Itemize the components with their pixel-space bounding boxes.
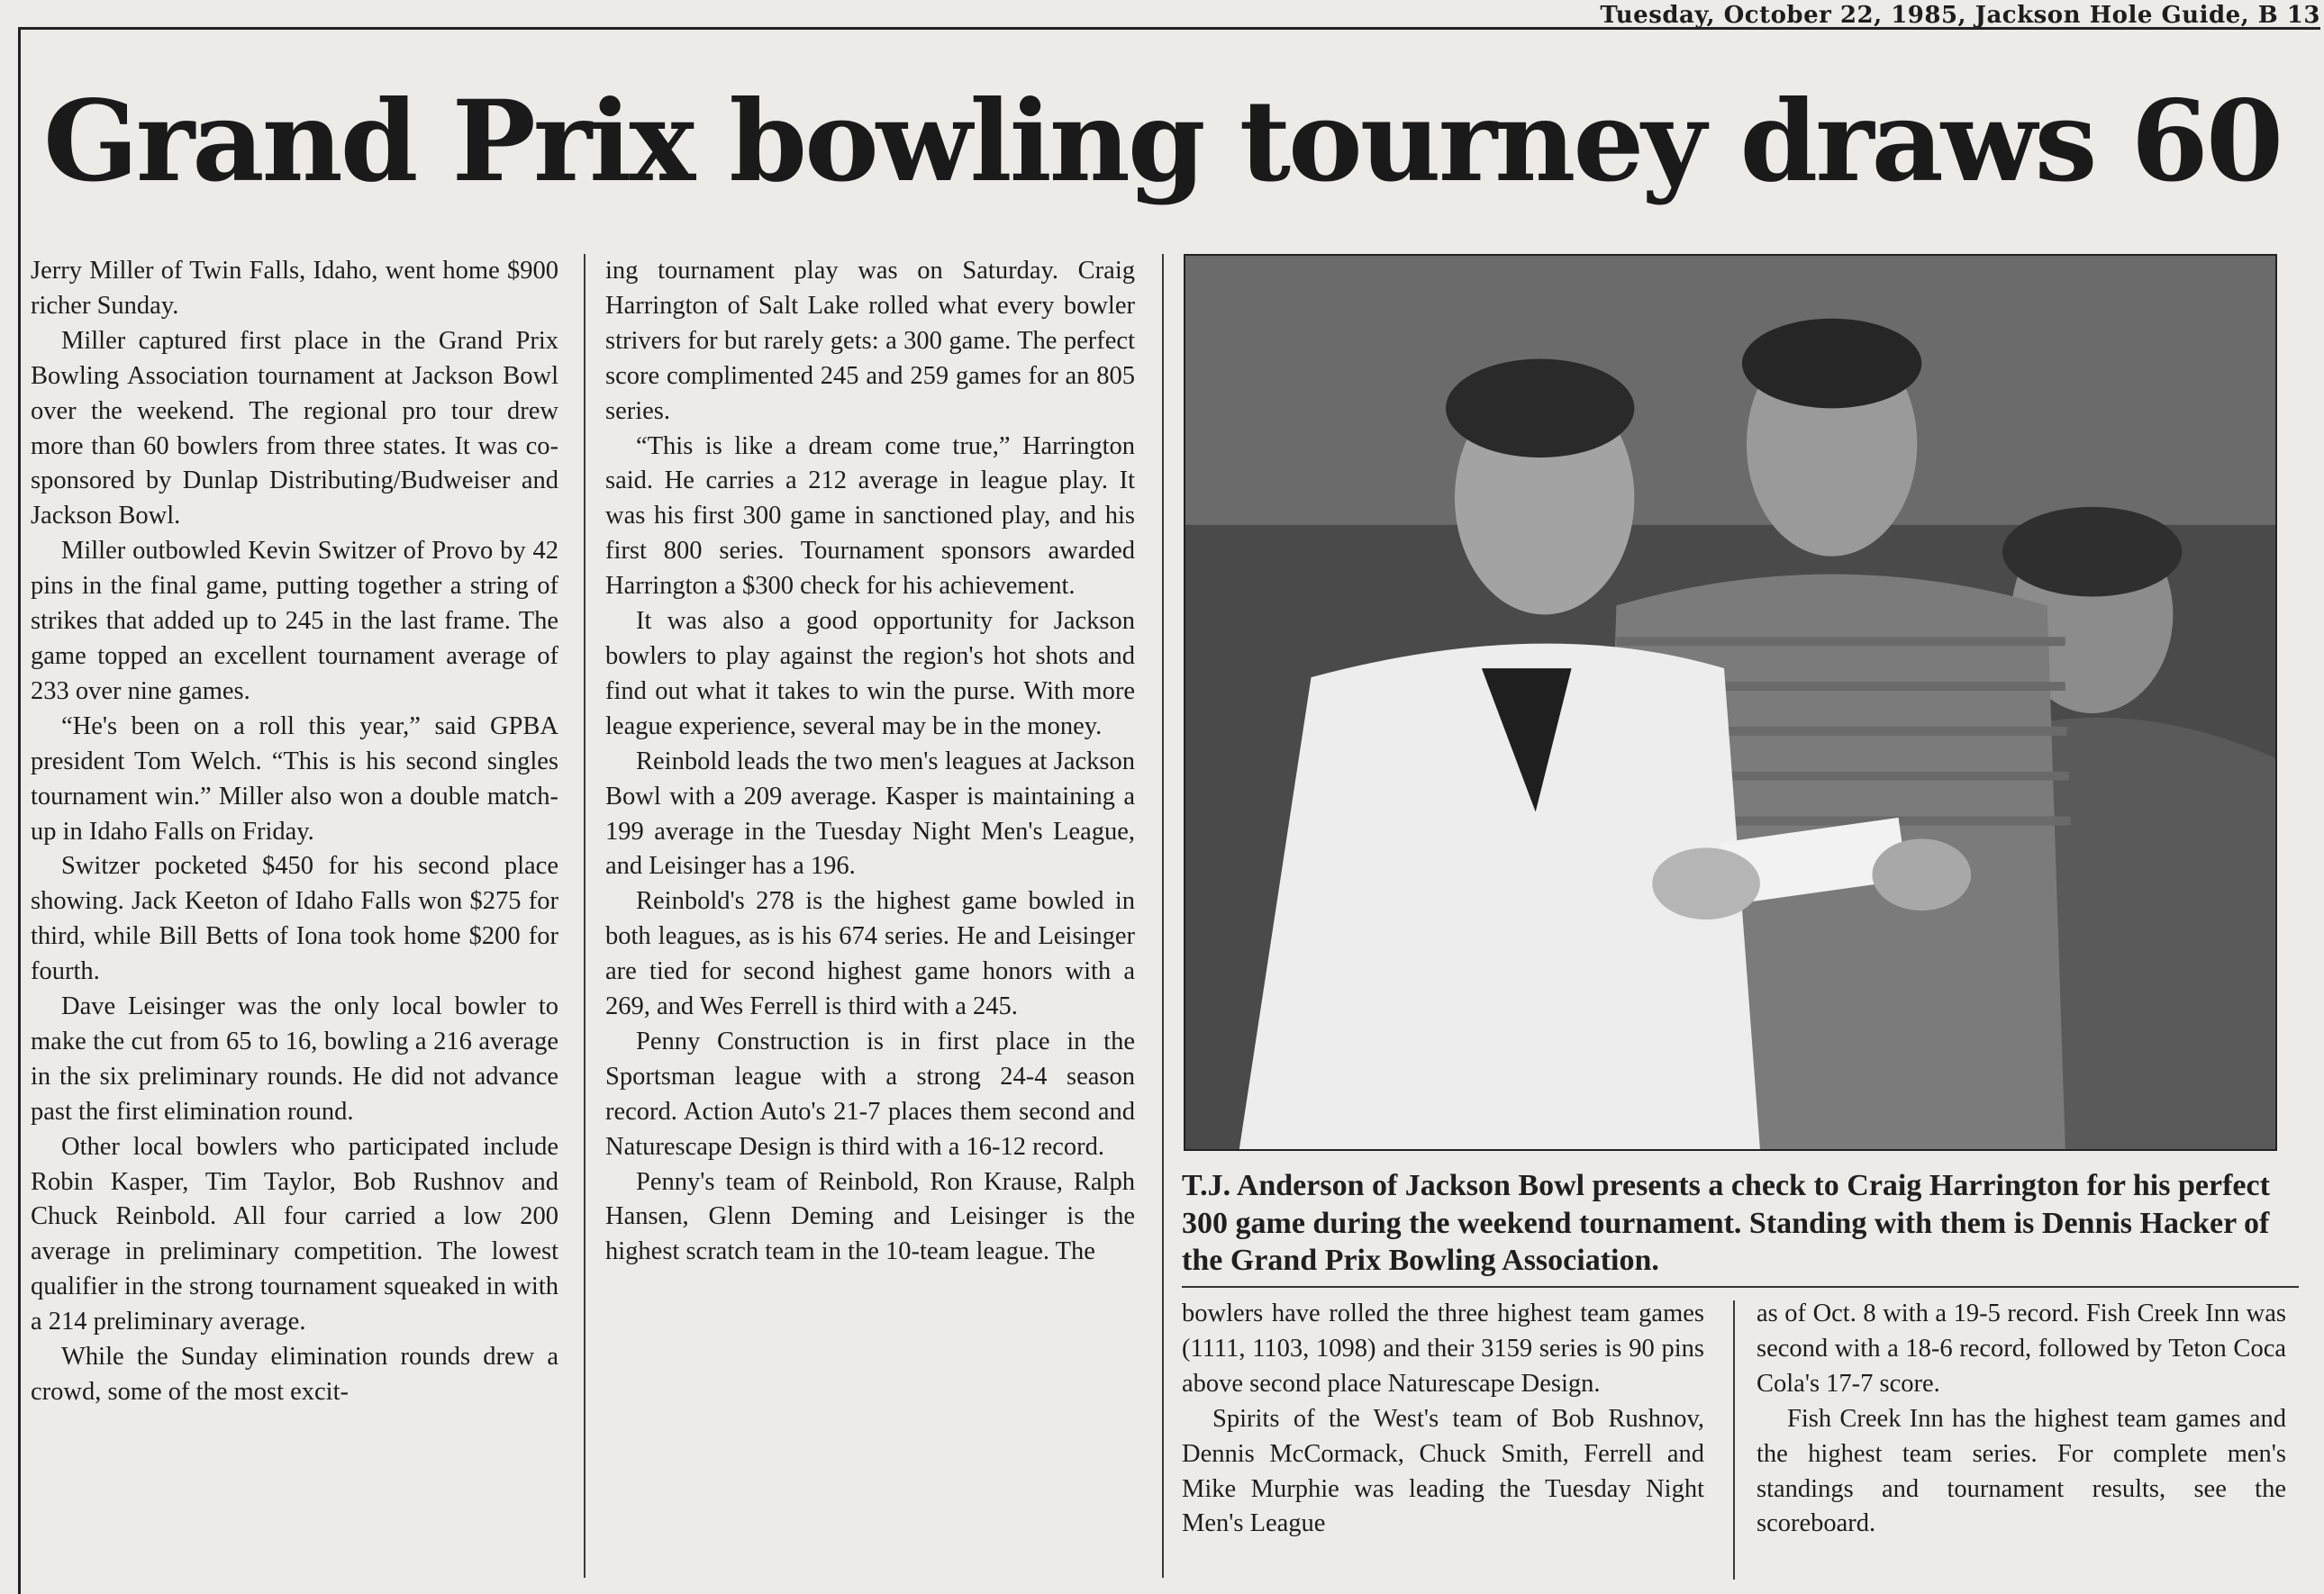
paragraph: bowlers have rolled the three highest team games (1111, 1103, 1098) and their 3159 series is 90 pins above second place Naturescape Design. xyxy=(1182,1300,1704,1398)
page-folio: Tuesday, October 22, 1985, Jackson Hole Guide, B 13 xyxy=(1600,2,2320,29)
paragraph: Miller captured first place in the Grand Prix Bowling Association tournament at Jackson Bowl over the weekend. The regional pro tour drew more than 60 bowlers from three states. It was co-sponsored by Dunlap Distributing/Budweiser and Jackson Bowl. xyxy=(31,326,558,530)
paragraph: “He's been on a roll this year,” said GPBA president Tom Welch. “This is his second singles tournament win.” Miller also won a double match-up in Idaho Falls on Friday. xyxy=(31,711,558,846)
paragraph: Fish Creek Inn has the highest team games and the highest team series. For complete men's standings and tournament results, see the scoreboard. xyxy=(1757,1404,2286,1538)
article-column-3 xyxy=(1182,1297,1704,1542)
article-column-4 xyxy=(1757,1297,2286,1542)
paragraph: Penny's team of Reinbold, Ron Krause, Ralph Hansen, Glenn Deming and Leisinger is the highest scratch team in the 10-team league. The xyxy=(605,1167,1135,1266)
paragraph: ing tournament play was on Saturday. Craig Harrington of Salt Lake rolled what every bowler strivers for but rarely gets: a 300 game. The perfect score complimented 245 and 259 games for an 805 series. xyxy=(605,257,1135,425)
paragraph: Penny Construction is in first place in the Sportsman league with a strong 24-4 season record. Action Auto's 21-7 places them second and Naturescape Design is third with a 16-12 record. xyxy=(605,1027,1135,1161)
column-rule xyxy=(1733,1300,1735,1580)
paragraph: Jerry Miller of Twin Falls, Idaho, went home $900 richer Sunday. xyxy=(31,257,558,320)
photo-illustration xyxy=(1185,256,2275,1149)
paragraph: “This is like a dream come true,” Harrington said. He carries a 212 average in league play. It was his first 300 game in sanctioned play, and his first 800 series. Tournament sponsors awarded Harrington a $300 check for his achievement. xyxy=(605,431,1135,601)
paragraph: Reinbold leads the two men's leagues at Jackson Bowl with a 209 average. Kasper is maintaining a 199 average in the Tuesday Night Men's League, and Leisinger has a 196. xyxy=(605,747,1135,881)
column-rule xyxy=(584,254,586,1578)
paragraph: Switzer pocketed $450 for his second place showing. Jack Keeton of Idaho Falls won $275 for third, while Bill Betts of Iona took home $200 for fourth. xyxy=(31,852,558,986)
news-photo xyxy=(1184,254,2277,1151)
paragraph: Reinbold's 278 is the highest game bowled in both leagues, as is his 674 series. He and Leisinger are tied for second highest game honors with a 269, and Wes Ferrell is third with a 245. xyxy=(605,887,1135,1021)
article-column-1 xyxy=(31,254,558,1410)
paragraph: as of Oct. 8 with a 19-5 record. Fish Creek Inn was second with a 18-6 record, followed by Teton Coca Cola's 17-7 score. xyxy=(1757,1300,2286,1398)
paragraph: Miller outbowled Kevin Switzer of Provo by 42 pins in the final game, putting together a string of strikes that added up to 245 in the last frame. The game topped an excellent tournament average of 233 over nine games. xyxy=(31,537,558,705)
column-rule xyxy=(1162,254,1164,1578)
paragraph: It was also a good opportunity for Jackson bowlers to play against the region's hot shots and find out what it takes to win the purse. With more league experience, several may be in the money. xyxy=(605,607,1135,740)
paragraph: While the Sunday elimination rounds drew a crowd, some of the most excit- xyxy=(31,1343,558,1406)
paragraph: Dave Leisinger was the only local bowler to make the cut from 65 to 16, bowling a 216 average in the six preliminary rounds. He did not advance past the first elimination round. xyxy=(31,992,558,1126)
paragraph: Spirits of the West's team of Bob Rushnov, Dennis McCormack, Chuck Smith, Ferrell and Mike Murphie was leading the Tuesday Night Men's League xyxy=(1182,1404,1704,1538)
article-column-2 xyxy=(605,254,1135,1270)
paragraph: Other local bowlers who participated include Robin Kasper, Tim Taylor, Bob Rushnov and Chuck Reinbold. All four carried a low 200 average in preliminary competition. The lowest qualifier in the strong tournament squeaked in with a 214 preliminary average. xyxy=(31,1132,558,1336)
headline: Grand Prix bowling tourney draws 60 xyxy=(43,77,2282,207)
photo-caption: T.J. Anderson of Jackson Bowl presents a check to Craig Harrington for his perfect 300 game during the weekend tournament. Standing with them is Dennis Hacker of the Grand Prix Bowling Association. xyxy=(1182,1169,2270,1277)
caption-rule xyxy=(1182,1286,2299,1288)
